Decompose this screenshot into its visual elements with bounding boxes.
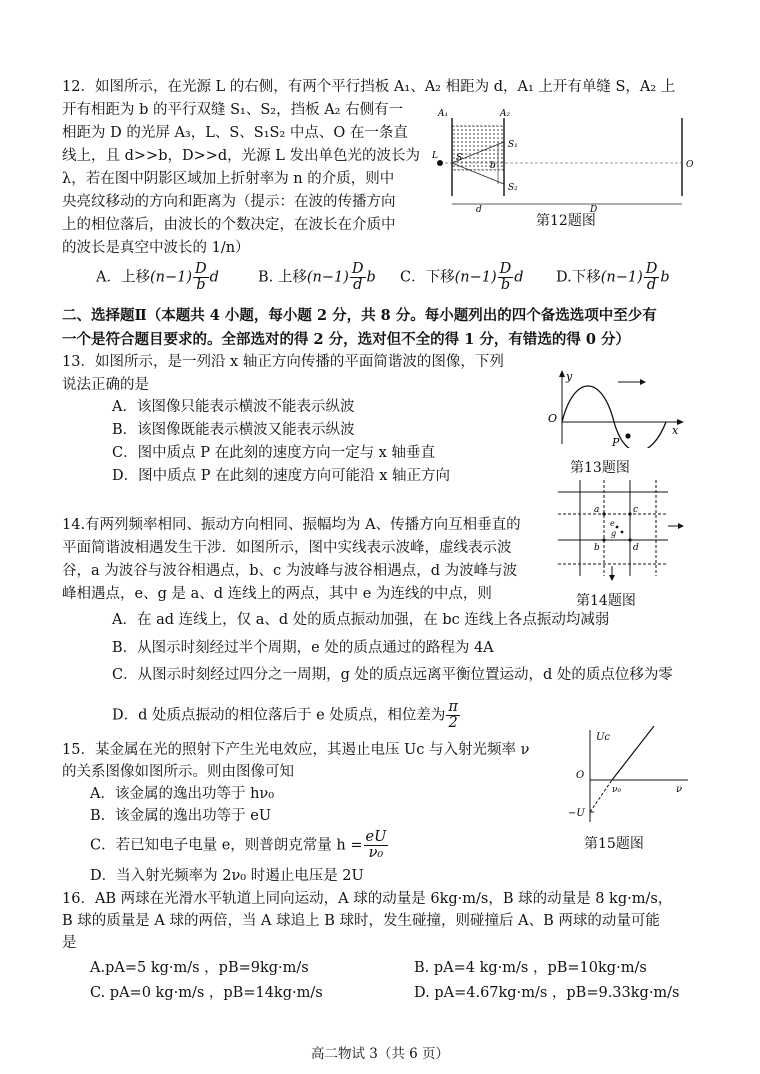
q14-option-c[interactable]: C．从图示时刻经过四分之一周期，g 处的质点远离平衡位置运动，d 处的质点位移为零 — [112, 667, 673, 683]
q16-line-2: B 球的质量是 A 球的两倍，当 A 球追上 B 球时，发生碰撞，则碰撞后 A、B 两球的动量可能 — [62, 913, 660, 929]
q12-option-a[interactable]: A．上移(n−1) $\frac{D}{b}$ d — [96, 261, 219, 293]
q12-option-d[interactable]: D.下移(n−1) $\frac{D}{d}$ b — [556, 261, 670, 293]
q15-line-2: 的关系图像如图所示。则由图像可知 — [62, 764, 294, 780]
q16-line-3: 是 — [62, 935, 77, 951]
label-o: O — [686, 160, 694, 170]
q13-option-c[interactable]: C．图中质点 P 在此刻的速度方向一定与 x 轴垂直 — [112, 445, 435, 461]
page-footer: 高二物试 3（共 6 页） — [310, 1046, 450, 1062]
q14-line-3: 谷，a 为波谷与波谷相遇点，b、c 为波峰与波谷相遇点，d 为波峰与波 — [62, 563, 518, 579]
label-d: d — [476, 205, 482, 214]
label-b: b — [490, 161, 496, 171]
label-s2: S₂ — [508, 183, 518, 193]
q14-label-a: a — [594, 505, 600, 515]
q13-label-x: x — [672, 424, 679, 437]
q14-line-2: 平面简谐波相遇发生干涉．如图所示，图中实线表示波峰，虚线表示波 — [62, 540, 512, 556]
q13-label-o: O — [548, 412, 558, 425]
q13-option-d[interactable]: D．图中质点 P 在此刻的速度方向可能沿 x 轴正方向 — [112, 468, 450, 484]
q15-line-1: 15．某金属在光的照射下产生光电效应，其遏止电压 Uc 与入射光频率 ν — [62, 742, 530, 758]
q14-option-a[interactable]: A．在 ad 连线上，仅 a、d 处的质点振动加强，在 bc 连线上各点振动均减弱 — [112, 612, 610, 628]
q12-line-2: 开有相距为 b 的平行双缝 S₁、S₂，挡板 A₂ 右侧有一 — [62, 102, 404, 118]
q15-figure — [560, 726, 696, 826]
q13-caption: 第13题图 — [570, 460, 630, 476]
q16-line-1: 16．AB 两球在光滑水平轨道上同向运动，A 球的动量是 6kg·m/s，B 球的动量是 8 kg·m/s， — [62, 891, 673, 907]
q13-line-2: 说法正确的是 — [62, 377, 149, 393]
q15-option-b[interactable]: B．该金属的逸出功等于 eU — [90, 808, 272, 824]
q15-label-neg-u: −U — [568, 808, 585, 819]
q13-label-y: y — [566, 370, 573, 383]
q14-label-b: b — [594, 543, 600, 553]
q13-figure — [548, 368, 688, 448]
q15-option-a[interactable]: A．该金属的逸出功等于 hν₀ — [90, 786, 275, 802]
q12-line-7: 上的相位落后，由波长的个数决定，在波长在介质中 — [62, 217, 396, 233]
section2-heading-1: 二、选择题Ⅱ（本题共 4 小题，每小题 2 分，共 8 分。每小题列出的四个备选选项中至少有 — [62, 307, 657, 324]
q14-figure — [556, 478, 688, 582]
q14-label-c: c — [633, 505, 639, 515]
q12-line-6: 央亮纹移动的方向和距离为（提示：在波的传播方向 — [62, 194, 396, 210]
q12-line-3: 相距为 D 的光屏 A₃，L、S、S₁S₂ 中点、O 在一条直 — [62, 125, 408, 141]
q13-option-a[interactable]: A．该图像只能表示横波不能表示纵波 — [112, 399, 355, 415]
q16-option-a[interactable]: A.pA=5 kg·m/s ，pB=9kg·m/s — [90, 960, 309, 976]
q14-label-e: e — [610, 519, 615, 528]
q15-label-v0: ν₀ — [612, 785, 622, 795]
label-l: L — [432, 151, 438, 161]
label-s1: S₁ — [508, 140, 518, 150]
q14-option-b[interactable]: B．从图示时刻经过半个周期，e 处的质点通过的路程为 4A — [112, 640, 494, 656]
q14-line-1: 14.有两列频率相同、振动方向相同、振幅均为 A、传播方向互相垂直的 — [62, 517, 521, 533]
q13-option-b[interactable]: B．该图像既能表示横波又能表示纵波 — [112, 422, 355, 438]
q14-caption: 第14题图 — [576, 593, 636, 609]
q16-option-b[interactable]: B. pA=4 kg·m/s ，pB=10kg·m/s — [414, 960, 647, 976]
q12-figure — [432, 104, 694, 214]
q15-label-o: O — [576, 770, 585, 781]
q12-line-4: 线上，且 d>>b，D>>d，光源 L 发出单色光的波长为 — [62, 148, 421, 164]
q16-option-c[interactable]: C. pA=0 kg·m/s ，pB=14kg·m/s — [90, 985, 323, 1001]
q12-line-5: λ，若在图中阴影区域加上折射率为 n 的介质，则中 — [62, 171, 395, 187]
label-a1: A₁ — [438, 109, 449, 119]
q13-label-p: P — [612, 436, 620, 448]
label-s: S — [456, 153, 463, 163]
q15-label-uc: Uc — [596, 732, 611, 743]
label-big-d: D — [590, 205, 598, 214]
section2-heading-2: 一个是符合题目要求的。全部选对的得 2 分，选对但不全的得 1 分，有错选的得 0 分） — [62, 331, 631, 348]
q16-option-d[interactable]: D. pA=4.67kg·m/s ，pB=9.33kg·m/s — [414, 985, 680, 1001]
q12-line-8: 的波长是真空中波长的 1/n） — [62, 240, 250, 256]
q12-option-b[interactable]: B. 上移(n−1) $\frac{D}{d}$ b — [258, 261, 376, 293]
label-a2: A₂ — [500, 109, 511, 119]
q14-option-d[interactable]: D．d 处质点振动的相位落后于 e 处质点，相位差为 $\frac{\pi}{2}$ — [112, 699, 458, 731]
q14-label-g: g — [611, 529, 617, 538]
q15-option-c[interactable]: C．若已知电子电量 e，则普朗克常量 h = $\frac{eU}{\text{ν₀}}$ — [90, 829, 387, 861]
q14-label-d: d — [633, 543, 639, 553]
q12-line-1: 12．如图所示，在光源 L 的右侧，有两个平行挡板 A₁、A₂ 相距为 d，A₁ 上开有单缝 S，A₂ 上 — [62, 79, 676, 95]
q14-line-4: 峰相遇点，e、g 是 a、d 连线上的两点，其中 e 为连线的中点，则 — [62, 586, 492, 602]
q15-caption: 第15题图 — [584, 836, 644, 852]
q12-option-c[interactable]: C．下移(n−1) $\frac{D}{b}$ d — [400, 261, 524, 293]
q13-line-1: 13．如图所示，是一列沿 x 轴正方向传播的平面简谐波的图像，下列 — [62, 354, 504, 370]
q15-label-v: ν — [676, 784, 683, 795]
q15-option-d[interactable]: D．当入射光频率为 2ν₀ 时遏止电压是 2U — [90, 868, 364, 884]
q12-caption: 第12题图 — [536, 213, 596, 229]
